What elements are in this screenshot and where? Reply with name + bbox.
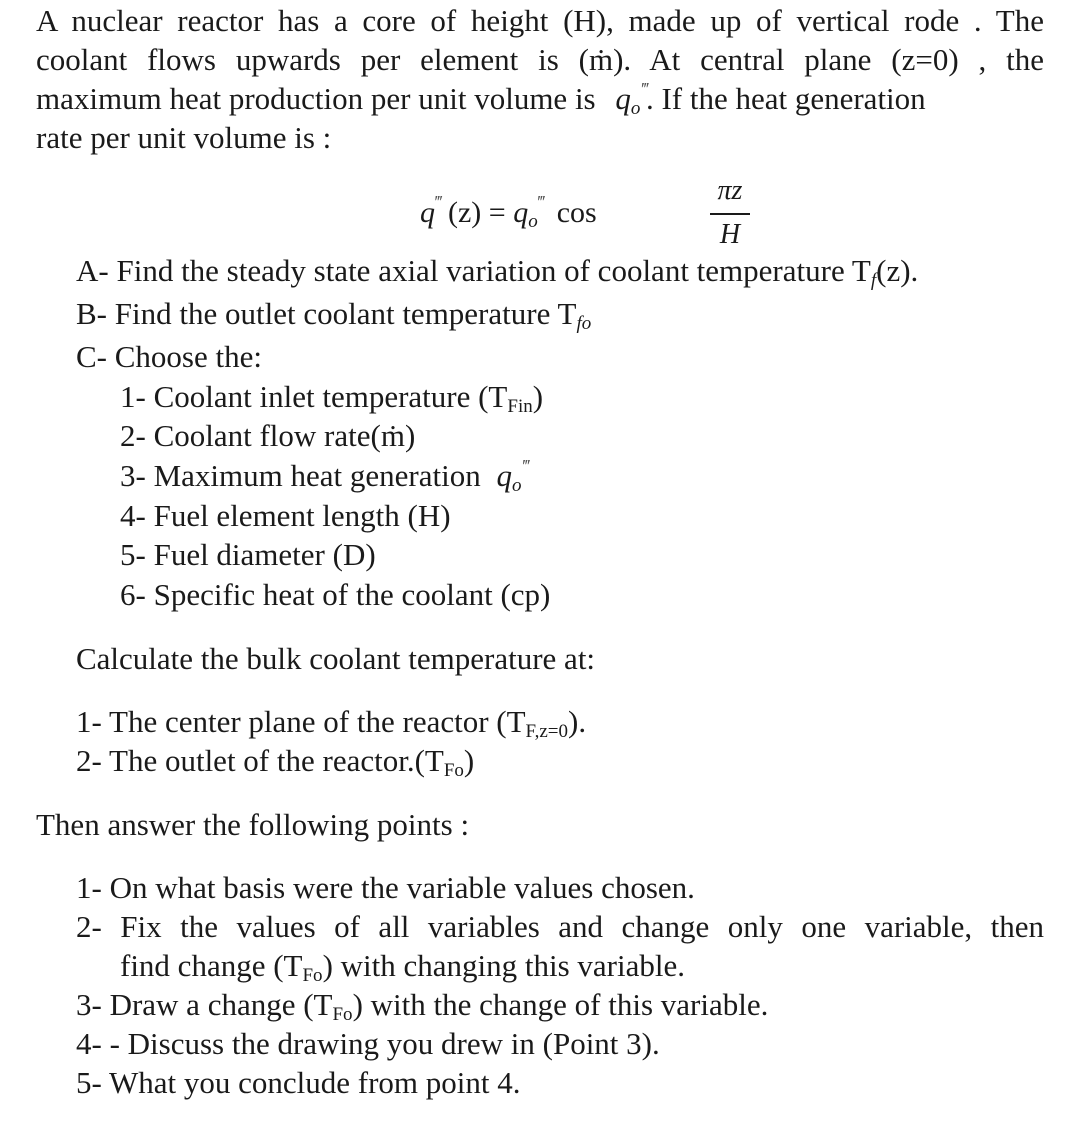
triple-prime-mark: ‴ bbox=[435, 192, 441, 212]
intro-line-4: rate per unit volume is : bbox=[36, 120, 332, 155]
choice-item: 1- Coolant inlet temperature $(T_{Fin})$ bbox=[120, 379, 544, 417]
q-symbol: q bbox=[420, 196, 435, 229]
fraction-numerator: πz bbox=[717, 175, 743, 206]
intro-line-2: coolant flows upwards per element is (ṁ). At central plane (z=0) , the bbox=[36, 42, 1044, 77]
point-item: 1- On what basis were the variable values chosen. bbox=[76, 870, 695, 905]
point-item: 2- Fix the values of all variables and change only one variable, then bbox=[76, 909, 1044, 944]
point-item: 5- What you conclude from point 4. bbox=[76, 1065, 521, 1100]
q0-symbol: $q_o^‴$ bbox=[615, 79, 646, 119]
intro-line-1: A nuclear reactor has a core of height (H), made up of vertical rode . The bbox=[36, 3, 1044, 38]
fraction-denominator: H bbox=[719, 219, 741, 250]
intro-line-3-text: maximum heat production per unit volume is bbox=[36, 81, 596, 116]
choice-item: 3- Maximum heat generation $q_o^‴$ bbox=[120, 456, 528, 496]
point-item: 4- - Discuss the drawing you drew in (Point 3). bbox=[76, 1026, 660, 1061]
task-a: A- Find the steady state axial variation of coolant temperature $T_f(z)$. bbox=[76, 253, 919, 291]
task-b: B- Find the outlet coolant temperature $T_{fo}$ bbox=[76, 296, 592, 334]
q0-symbol: $q_o^‴$ bbox=[496, 456, 528, 496]
choice-item: 4- Fuel element length (H) bbox=[120, 498, 451, 533]
cos-function: cos bbox=[556, 196, 597, 229]
pi-z-over-h-fraction bbox=[708, 172, 752, 248]
choice-item: 2- Coolant flow rate(ṁ) bbox=[120, 418, 416, 453]
point-item-continuation: find change $(T_{Fo})$ with changing this variable. bbox=[120, 948, 685, 986]
task-c: C- Choose the: bbox=[76, 339, 262, 374]
q0-formula-symbol: q bbox=[513, 196, 529, 229]
choice-item: 5- Fuel diameter (D) bbox=[120, 537, 376, 572]
fraction-bar bbox=[710, 213, 750, 215]
intro-line-3-end: . If the heat generation bbox=[645, 81, 926, 116]
calc-heading: Calculate the bulk coolant temperature at: bbox=[76, 641, 596, 676]
z-argument: (z) = bbox=[448, 196, 506, 229]
points-heading: Then answer the following points : bbox=[36, 807, 470, 842]
calc-item: 2- The outlet of the $reactor.(T_{Fo})$ bbox=[76, 743, 475, 781]
calc-item: 1- The center plane of the reactor $(T_{F,z=0})$. bbox=[76, 704, 587, 742]
choice-item: 6- Specific heat of the coolant (cp) bbox=[120, 577, 551, 612]
point-item: 3- Draw a change $(T_{Fo})$ with the change of this variable. bbox=[76, 987, 769, 1025]
